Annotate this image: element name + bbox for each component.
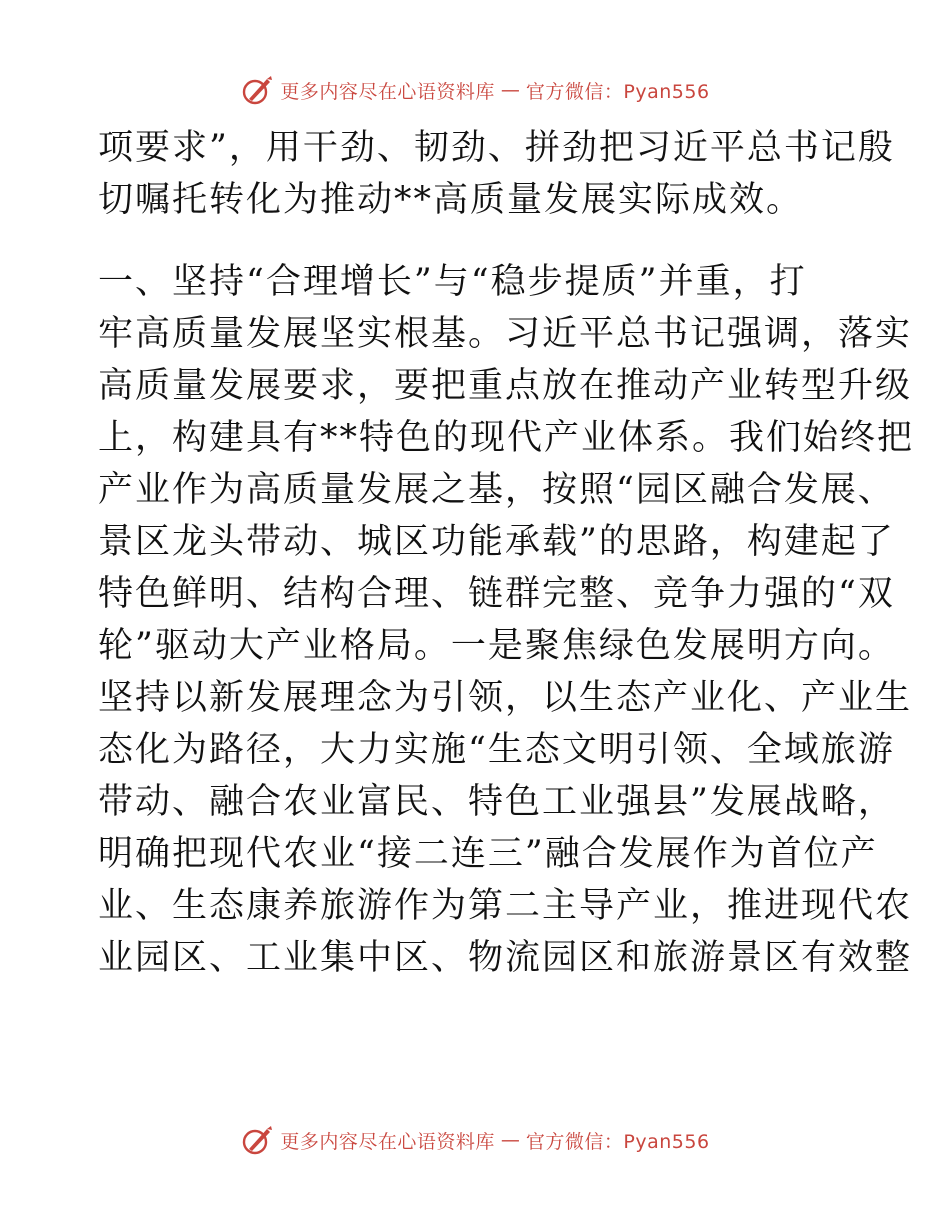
- text-line: 牢高质量发展坚实根基。习近平总书记强调，落实: [98, 314, 913, 354]
- text-line: 明确把现代农业“接二连三”融合发展作为首位产: [98, 834, 878, 874]
- watermark-site-text: 更多内容尽在心语资料库: [280, 1130, 495, 1153]
- text-line: 业园区、工业集中区、物流园区和旅游景区有效整: [98, 938, 913, 978]
- quill-logo-icon: [240, 1123, 274, 1157]
- watermark-separator: —: [500, 1129, 520, 1151]
- paragraph: [98, 256, 915, 984]
- text-line: 景区龙头带动、城区功能承载”的思路，构建起了: [98, 522, 895, 562]
- text-line: 坚持以新发展理念为引领，以生态产业化、产业生: [98, 678, 913, 718]
- document-body: [98, 122, 915, 984]
- text-line: 产业作为高质量发展之基，按照“园区融合发展、: [98, 470, 895, 510]
- paragraph-spacer: [98, 226, 858, 256]
- text-line: 项要求”，用干劲、韧劲、拼劲把习近平总书记殷: [98, 128, 895, 168]
- text-line: 高质量发展要求，要把重点放在推动产业转型升级: [98, 366, 913, 406]
- text-line: 切嘱托转化为推动**高质量发展实际成效。: [98, 180, 804, 220]
- text-line: 轮”驱动大产业格局。一是聚焦绿色发展明方向。: [98, 626, 895, 666]
- watermark-separator: —: [500, 79, 520, 101]
- watermark-contact-text: 官方微信：Pyan556: [525, 80, 710, 103]
- paragraph: [98, 122, 895, 226]
- text-line: 业、生态康养旅游作为第二主导产业，推进现代农: [98, 886, 913, 926]
- text-line: 一、坚持“合理增长”与“稳步提质”并重，打: [98, 262, 807, 302]
- text-line: 态化为路径，大力实施“生态文明引领、全域旅游: [98, 730, 895, 770]
- quill-logo-icon: [240, 73, 274, 107]
- text-line: 带动、融合农业富民、特色工业强县”发展战略，: [98, 782, 895, 822]
- watermark-contact-text: 官方微信：Pyan556: [525, 1130, 710, 1153]
- footer-watermark: [0, 1122, 950, 1158]
- text-line: 特色鲜明、结构合理、链群完整、竞争力强的“双: [98, 574, 895, 614]
- text-line: 上，构建具有**特色的现代产业体系。我们始终把: [98, 418, 915, 458]
- watermark-site-text: 更多内容尽在心语资料库: [280, 80, 495, 103]
- header-watermark: [0, 72, 950, 108]
